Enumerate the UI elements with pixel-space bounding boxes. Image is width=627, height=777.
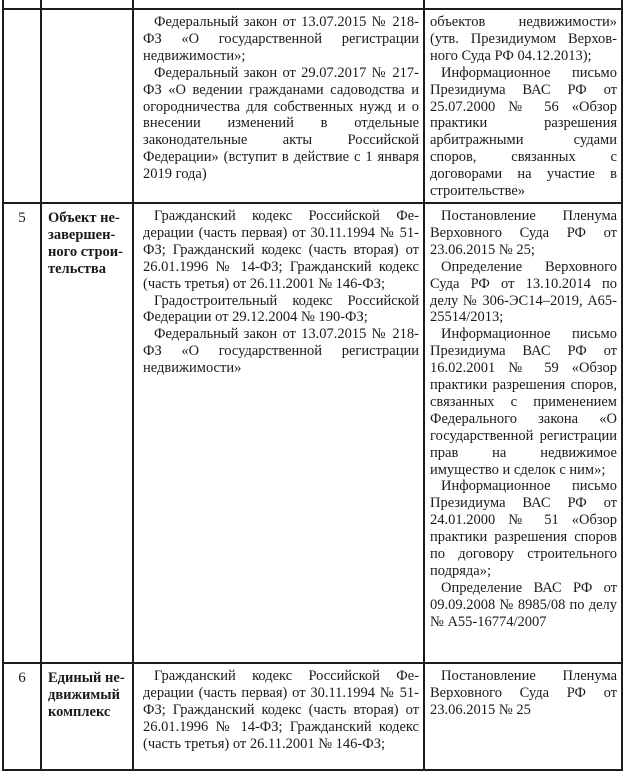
table-row bbox=[3, 663, 622, 770]
paragraph: Информационное письмо Президиума ВАС РФ от 16.02.2001 № 59 «Обзор практики разрешения споров, связанных с применением Федерального закона «О государственной регистрации прав на недвижимое имущество и сделок с ним»; bbox=[430, 326, 617, 478]
paragraph: Федеральный закон от 29.07.2017 № 217-ФЗ «О ведении гражданами садоводства и огородничества для собственных нужд и о внесении изменений в отдельные законодательные акты Российской Федерации» (вступит в действие с 1 января 2019 года) bbox=[143, 64, 419, 183]
cell-legislation bbox=[133, 203, 424, 663]
paragraph: Информационное письмо Президиума ВАС РФ от 25.07.2000 № 56 «Обзор практики разрешения арбитражными судами споров, связанных с договорами на участие в строительстве» bbox=[430, 64, 617, 200]
paragraph: Федеральный закон от 13.07.2015 № 218-ФЗ «О государственной регистрации недвижимости»; bbox=[143, 14, 419, 64]
paragraph: Определение Верховного Суда РФ от 13.10.2014 по делу № 306-ЭС14–2019, А65-25514/2013; bbox=[430, 258, 617, 326]
paragraph: Постановление Пленума Верховного Суда РФ от 23.06.2015 № 25 bbox=[430, 667, 617, 718]
paragraph: Постановление Пленума Верховного Суда РФ от 23.06.2015 № 25; bbox=[430, 207, 617, 258]
cell-row-number: 5 bbox=[3, 203, 41, 663]
cell-concept-name: Объект незавершенного строительства bbox=[41, 203, 133, 663]
cell-concept-name bbox=[41, 0, 133, 9]
cell-concept-name bbox=[41, 9, 133, 203]
cell-court-practice bbox=[424, 203, 622, 663]
table-row bbox=[3, 0, 622, 9]
cell-row-number bbox=[3, 9, 41, 203]
cell-row-number bbox=[3, 0, 41, 9]
paragraph: Определение ВАС РФ от 09.09.2008 № 8985/08 по делу № А55-16774/2007 bbox=[430, 579, 617, 630]
legal-table-body bbox=[3, 0, 622, 770]
paragraph: объектов недвижимости» (утв. Президиумом Верховного Суда РФ 04.12.2013); bbox=[430, 14, 617, 64]
table-row bbox=[3, 203, 622, 663]
cell-court-practice bbox=[424, 0, 622, 9]
cell-court-practice bbox=[424, 9, 622, 203]
cell-row-number: 6 bbox=[3, 663, 41, 770]
cell-legislation bbox=[133, 0, 424, 9]
cell-legislation bbox=[133, 663, 424, 770]
paragraph: Федеральный закон от 13.07.2015 № 218-ФЗ «О государственной регистрации недвижимости» bbox=[143, 326, 419, 377]
cell-concept-name: Единый недвижимый комплекс bbox=[41, 663, 133, 770]
paragraph: Градостроительный кодекс Российской Федерации от 29.12.2004 № 190-ФЗ; bbox=[143, 292, 419, 326]
cell-legislation bbox=[133, 9, 424, 203]
paragraph: Информационное письмо Президиума ВАС РФ от 24.01.2000 № 51 «Обзор практики разрешения споров по договору строительного подряда»; bbox=[430, 478, 617, 579]
cell-court-practice bbox=[424, 663, 622, 770]
paragraph: Гражданский кодекс Российской Федерации (часть первая) от 30.11.1994 № 51-ФЗ; Гражданский кодекс (часть вторая) от 26.01.1996 № 14-ФЗ; Гражданский кодекс (часть третья) от 26.11.2001 № 146-ФЗ; bbox=[143, 667, 419, 752]
legal-table bbox=[2, 0, 623, 771]
paragraph: Гражданский кодекс Российской Федерации (часть первая) от 30.11.1994 № 51-ФЗ; Гражданский кодекс (часть вторая) от 26.01.1996 № 14-ФЗ; Гражданский кодекс (часть третья) от 26.11.2001 № 146-ФЗ; bbox=[143, 207, 419, 292]
table-row bbox=[3, 9, 622, 203]
